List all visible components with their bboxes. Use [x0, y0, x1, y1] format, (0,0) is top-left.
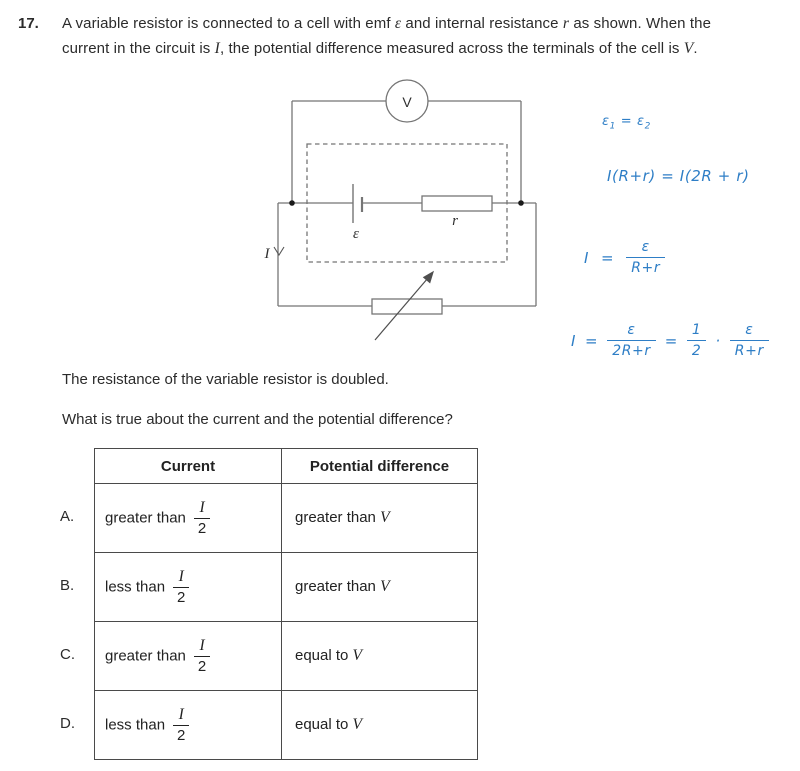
- option-letter: C.: [60, 646, 75, 663]
- current-cell: [95, 691, 282, 760]
- pd-cell-text: greater than: [295, 509, 381, 526]
- handwritten-halved-current-equation: [571, 323, 769, 360]
- multiplication-dot: ·: [715, 332, 721, 351]
- option-letter: B.: [60, 577, 75, 594]
- emf1-subscript: 1: [609, 121, 616, 132]
- answer-row: [95, 484, 478, 553]
- junction-dot-right: [518, 200, 524, 206]
- question-number: 17.: [18, 15, 39, 32]
- current-cell-text: greater than: [105, 508, 186, 526]
- potential-difference-cell: [282, 691, 478, 760]
- potential-difference-cell: [282, 484, 478, 553]
- emf2-subscript: 2: [644, 121, 651, 132]
- current-cell: [95, 622, 282, 691]
- pd-cell-text: greater than: [295, 578, 381, 595]
- option-letter: D.: [60, 715, 75, 732]
- answer-row: [95, 553, 478, 622]
- question-text-line2: current in the circuit is I, the potential difference measured across the terminals of the cell is V.: [62, 40, 698, 57]
- current-cell-text: greater than: [105, 646, 186, 664]
- emf2-symbol: ε: [636, 114, 645, 129]
- current-label: I: [264, 246, 270, 262]
- variable-resistor-box: [372, 299, 442, 314]
- potential-difference-cell: [282, 553, 478, 622]
- junction-dot-left: [289, 200, 295, 206]
- internal-resistance-label: r: [452, 213, 458, 229]
- option-letter: A.: [60, 508, 75, 525]
- equals-sign: =: [601, 249, 615, 268]
- internal-resistor-box: [422, 196, 492, 211]
- fraction-I-over-2: $\frac{I}{2}$: [173, 707, 189, 744]
- question-prompt: What is true about the current and the potential difference?: [62, 411, 453, 428]
- current-cell-text: less than: [105, 715, 166, 733]
- answer-table: [94, 448, 478, 760]
- fraction-one-half: $\frac{1}{2}$: [687, 323, 707, 360]
- current-cell-text: less than: [105, 577, 166, 595]
- current-cell: [95, 553, 282, 622]
- fraction-emf-over-2R-plus-r: $\frac{\varepsilon}{2R+r}$: [607, 323, 656, 360]
- pd-cell-text: equal to: [295, 716, 353, 733]
- pd-variable: V: [352, 716, 363, 733]
- current-cell: [95, 484, 282, 553]
- answer-row: [95, 622, 478, 691]
- fraction-I-over-2: $\frac{I}{2}$: [194, 500, 210, 537]
- pd-variable: V: [352, 647, 363, 664]
- question-text-line1: A variable resistor is connected to a cell with emf ε and internal resistance r as shown. When the: [62, 15, 712, 32]
- circuit-diagram: [250, 75, 560, 370]
- fraction-I-over-2: $\frac{I}{2}$: [173, 569, 189, 606]
- handwritten-emf-equality: [602, 114, 651, 132]
- current-symbol: I: [571, 332, 577, 351]
- header-row: [95, 449, 478, 484]
- pd-variable: V: [380, 509, 390, 526]
- potential-difference-cell: [282, 622, 478, 691]
- answer-row: [95, 691, 478, 760]
- current-symbol: I: [584, 249, 590, 268]
- fraction-I-over-2: $\frac{I}{2}$: [194, 638, 210, 675]
- equals-sign: =: [620, 114, 633, 129]
- fraction-emf-over-R-plus-r: ε R+r: [730, 323, 769, 360]
- emf1-symbol: ε: [602, 114, 610, 129]
- emf-label: ε: [353, 226, 359, 242]
- handwritten-current-equation: [584, 240, 665, 277]
- col-header-potential-difference: Potential difference: [282, 449, 478, 484]
- handwritten-kirchhoff-expansion: I(R+r) = I(2R + r): [607, 167, 750, 185]
- statement-resistance-doubled: The resistance of the variable resistor is doubled.: [62, 371, 389, 388]
- current-arrowhead: [274, 247, 284, 255]
- equals-sign: =: [664, 332, 678, 351]
- col-header-current: Current: [95, 449, 282, 484]
- equals-sign: =: [585, 332, 599, 351]
- fraction-emf-over-R-plus-r: $\frac{\varepsilon}{R+r}$: [626, 240, 665, 277]
- voltmeter-label: V: [402, 94, 412, 110]
- pd-cell-text: equal to: [295, 647, 353, 664]
- pd-variable: V: [380, 578, 390, 595]
